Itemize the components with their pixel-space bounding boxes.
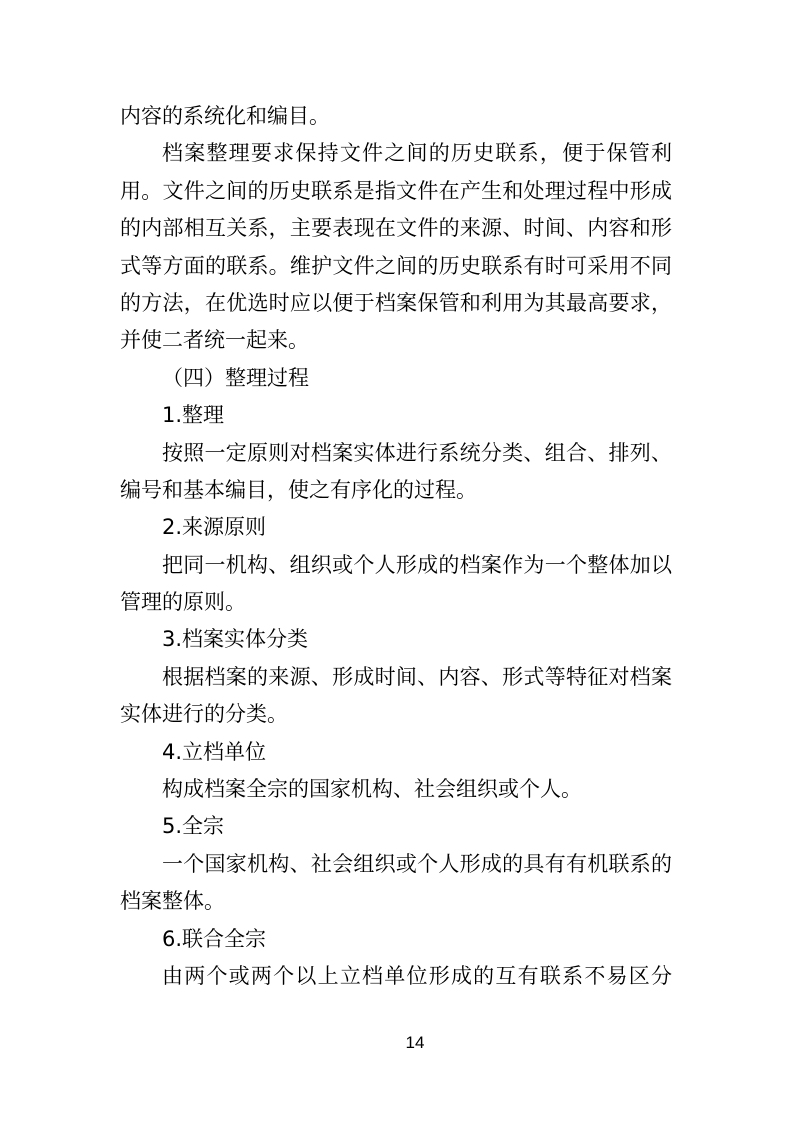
text-line: 式等方面的联系。维护文件之间的历史联系有时可采用不同 — [120, 253, 672, 278]
term-heading — [120, 509, 672, 546]
text-line: 并使二者统一起来。 — [120, 328, 309, 353]
term-heading — [120, 808, 672, 845]
text-line: 内容的系统化和编目。 — [120, 104, 330, 128]
text-line: 管理的原则。 — [120, 590, 246, 615]
text-line: 1.整理 — [162, 403, 225, 428]
section-heading — [120, 360, 672, 397]
continued-paragraph — [120, 98, 672, 135]
text-line: 把同一机构、组织或个人形成的档案作为一个整体加以 — [162, 552, 672, 577]
term-heading — [120, 921, 672, 958]
text-line: 编号和基本编目，使之有序化的过程。 — [120, 477, 477, 502]
page-number: 14 — [405, 1033, 425, 1052]
text-line: 档案整体。 — [120, 889, 225, 914]
text-line: 6.联合全宗 — [162, 926, 267, 951]
paragraph — [120, 135, 672, 359]
text-line: （四）整理过程 — [162, 365, 309, 390]
body-text — [120, 98, 672, 995]
text-line: 3.档案实体分类 — [162, 627, 309, 652]
text-line: 5.全宗 — [162, 814, 225, 839]
text-line: 根据档案的来源、形成时间、内容、形式等特征对档案 — [162, 664, 672, 689]
text-line: 档案整理要求保持文件之间的历史联系，便于保管利 — [162, 141, 672, 166]
term-definition — [120, 435, 672, 510]
text-line: 构成档案全宗的国家机构、社会组织或个人。 — [162, 777, 582, 802]
term-heading — [120, 734, 672, 771]
term-definition — [120, 659, 672, 734]
term-definition — [120, 958, 672, 995]
text-line: 4.立档单位 — [162, 739, 267, 764]
text-line: 由两个或两个以上立档单位形成的互有联系不易区分 — [162, 963, 672, 988]
term-definition — [120, 547, 672, 622]
term-heading — [120, 397, 672, 434]
text-line: 的内部相互关系，主要表现在文件的来源、时间、内容和形 — [120, 216, 672, 241]
text-line: 的方法，在优选时应以便于档案保管和利用为其最高要求， — [120, 290, 672, 315]
text-line: 用。文件之间的历史联系是指文件在产生和处理过程中形成 — [120, 178, 672, 203]
text-line: 一个国家机构、社会组织或个人形成的具有有机联系的 — [162, 851, 672, 876]
text-line: 实体进行的分类。 — [120, 702, 288, 727]
text-line: 2.来源原则 — [162, 515, 267, 540]
term-definition — [120, 846, 672, 921]
text-line: 按照一定原则对档案实体进行系统分类、组合、排列、 — [162, 440, 672, 465]
term-heading — [120, 621, 672, 658]
term-definition — [120, 771, 672, 808]
